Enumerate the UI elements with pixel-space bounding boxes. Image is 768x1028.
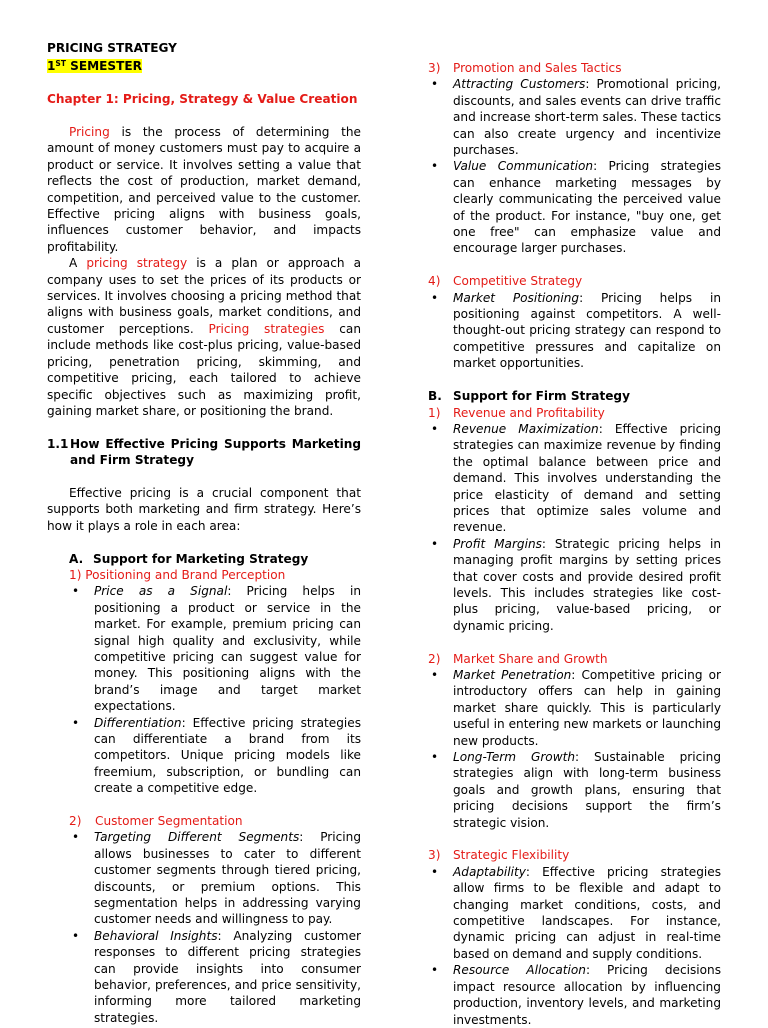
item-text: : Pricing helps in positioning a product or service in the market. For example, premium pricing can signal high quality and exclusivity, while competitive pricing can suggest value for money. This positioning aligns with the brand’s image and target market expectations.	[94, 584, 361, 714]
term-pricing-strategy: pricing strategy	[86, 256, 188, 271]
group-b1-list	[428, 421, 721, 634]
bullet-icon: •	[431, 750, 439, 765]
list-item	[428, 864, 721, 962]
group-a4-heading	[428, 273, 721, 289]
group-a4-title: Competitive Strategy	[453, 274, 583, 289]
bullet-icon: •	[431, 421, 439, 436]
intro-p2-mid: is a plan or approach a company uses to set the prices of its products or services. It involves choosing a pricing method that aligns with business goals, market conditions, and customer perceptions.	[47, 256, 361, 336]
intro-paragraph-2	[47, 255, 361, 419]
item-term: Market Positioning	[453, 290, 580, 305]
group-a3-title: Promotion and Sales Tactics	[453, 61, 622, 75]
item-term: Long-Term Growth	[453, 750, 576, 765]
item-term: Price as a Signal	[94, 584, 228, 599]
item-text: : Sustainable pricing strategies align with long-term business goals and growth plans, ensuring that pricing decisions support the firm’s strategic vision.	[453, 750, 721, 830]
item-text: : Strategic pricing helps in managing profit margins by setting prices that cover costs and provide desired profit levels. This includes strategies like cost-plus pricing, value-based pricing, or dynamic pricing.	[453, 536, 721, 633]
bullet-icon: •	[431, 536, 439, 551]
list-item	[428, 76, 721, 158]
doc-title: PRICING STRATEGY	[47, 41, 177, 55]
item-term: Profit Margins	[453, 536, 542, 551]
item-term: Adaptability	[453, 864, 526, 879]
item-text: : Effective pricing strategies allow firms to be flexible and adapt to changing market conditions, costs, and competitive landscapes. For instance, dynamic pricing can adjust in real-time based on demand and supply conditions.	[453, 864, 721, 961]
list-item	[428, 667, 721, 749]
semester-highlight	[47, 59, 142, 73]
group-b3-number: 3)	[428, 848, 441, 863]
bullet-icon: •	[72, 928, 80, 943]
item-text: : Pricing strategies can enhance marketing messages by clearly communicating the perceived value of the product. For instance, "buy one, get one free" can emphasize value and encourage larger purchases.	[453, 159, 721, 256]
list-item	[428, 749, 721, 831]
item-text: : Effective pricing strategies can differentiate a brand from its competitors. Unique pricing models like freemium, subscription, or bundling can create a competitive edge.	[94, 715, 361, 796]
section-1-1-number: 1.1	[47, 436, 69, 451]
group-a2-list	[69, 829, 361, 1026]
item-term: Targeting Different Segments	[94, 830, 300, 845]
item-text: : Analyzing customer responses to different pricing strategies can provide insights into consumer behavior, preferences, and price sensitivity, informing more tailored marketing strategies.	[94, 928, 361, 1025]
bullet-icon: •	[431, 864, 439, 879]
bullet-icon: •	[431, 77, 439, 92]
group-a3-number: 3)	[428, 61, 441, 75]
group-a2-heading	[47, 813, 361, 829]
group-b1-number: 1)	[428, 405, 441, 420]
group-a2-title: Customer Segmentation	[95, 814, 243, 828]
item-text: : Pricing decisions impact resource allocation by influencing production, inventory levels, and marketing investments.	[453, 963, 722, 1027]
intro-paragraph-1	[47, 124, 361, 255]
group-b3-list	[428, 864, 721, 1028]
item-text: : Effective pricing strategies can maximize revenue by finding the optimal balance between price and demand. This involves understanding the price elasticity of demand and setting prices that optimize sales volume and revenue.	[453, 421, 722, 535]
item-text: : Promotional pricing, discounts, and sales events can drive traffic and increase short-term sales. These tactics can also create urgency and incentivize purchases.	[453, 77, 721, 158]
group-a3-list	[428, 76, 721, 256]
part-b-heading	[428, 388, 721, 404]
bullet-icon: •	[431, 667, 439, 682]
left-column	[47, 40, 361, 1026]
group-b2-heading	[428, 651, 721, 667]
intro-p1-text: is the process of determining the amount of money customers must pay to acquire a product or service. It involves setting a value that reflects the cost of production, market demand, competition, and perceived value to the customer. Effective pricing aligns with business goals, influences customer behavior, and impacts profitability.	[47, 125, 361, 254]
group-b3-title: Strategic Flexibility	[453, 848, 570, 863]
semester-label: SEMESTER	[65, 59, 142, 74]
item-text: : Competitive pricing or introductory offers can help in gaining market share quickly. This is particularly useful in entering new markets or launching new products.	[453, 667, 721, 748]
item-term: Attracting Customers	[453, 77, 586, 92]
right-column	[428, 60, 721, 1028]
list-item	[428, 158, 721, 256]
item-term: Resource Allocation	[453, 963, 586, 978]
list-item	[69, 928, 361, 1026]
group-b1-title: Revenue and Profitability	[453, 405, 605, 420]
intro-p2-end: can include methods like cost-plus pricing, value-based pricing, penetration pricing, skimming, and competitive pricing, each tailored to achieve specific objectives such as maximizing profit, gaining market share, or positioning the brand.	[47, 321, 361, 418]
group-a3-heading	[428, 60, 721, 76]
group-b3-heading	[428, 847, 721, 863]
group-a1-number: 1)	[69, 567, 82, 582]
intro-p2-start: A	[69, 256, 87, 271]
semester-superscript: ST	[55, 59, 66, 69]
bullet-icon: •	[431, 290, 439, 305]
bullet-icon: •	[72, 830, 80, 845]
group-b1-heading	[428, 405, 721, 421]
group-b2-number: 2)	[428, 651, 441, 666]
group-a2-number: 2)	[69, 814, 82, 828]
group-a4-number: 4)	[428, 274, 441, 289]
bullet-icon: •	[72, 584, 80, 599]
term-pricing: Pricing	[69, 125, 110, 139]
semester-line	[47, 56, 361, 74]
item-term: Market Penetration	[453, 667, 572, 682]
item-text: : Pricing allows businesses to cater to different customer segments through tiered pricing, discounts, or premium options. This segmentation helps in addressing varying customer needs and willingness to pay.	[94, 830, 361, 927]
item-text: : Pricing helps in positioning against competitors. A well-thought-out pricing strategy can respond to competitive pressures and capitalize on market opportunities.	[453, 290, 721, 371]
group-b2-title: Market Share and Growth	[453, 651, 608, 666]
part-b-label: B.	[428, 389, 442, 404]
list-item	[428, 290, 721, 372]
list-item	[428, 421, 721, 536]
list-item	[69, 583, 361, 714]
list-item	[428, 962, 721, 1028]
part-a-heading	[47, 551, 361, 567]
section-1-1-heading	[47, 436, 361, 469]
chapter-heading: Chapter 1: Pricing, Strategy & Value Creation	[47, 92, 358, 107]
list-item	[69, 715, 361, 797]
part-a-title: Support for Marketing Strategy	[93, 551, 309, 566]
list-item	[69, 829, 361, 927]
item-term: Behavioral Insights	[94, 928, 218, 943]
group-b2-list	[428, 667, 721, 831]
item-term: Revenue Maximization	[453, 421, 599, 436]
semester-number: 1	[47, 59, 56, 74]
part-b-title: Support for Firm Strategy	[453, 389, 630, 404]
bullet-icon: •	[431, 963, 439, 978]
group-a1-title: Positioning and Brand Perception	[85, 567, 286, 582]
section-1-1-title: How Effective Pricing Supports Marketing and Firm Strategy	[70, 436, 361, 468]
section-1-1-body: Effective pricing is a crucial component that supports both marketing and firm strategy. Here’s how it plays a role in each area:	[47, 485, 361, 533]
bullet-icon: •	[431, 159, 439, 174]
item-term: Value Communication	[453, 159, 594, 174]
group-a1-list	[69, 583, 361, 796]
list-item	[428, 536, 721, 634]
part-a-label: A.	[69, 551, 84, 566]
group-a1-heading	[47, 567, 361, 583]
term-pricing-strategies: Pricing strategies	[208, 321, 325, 336]
item-term: Differentiation	[94, 715, 182, 730]
group-a4-list	[428, 290, 721, 372]
bullet-icon: •	[72, 715, 80, 730]
